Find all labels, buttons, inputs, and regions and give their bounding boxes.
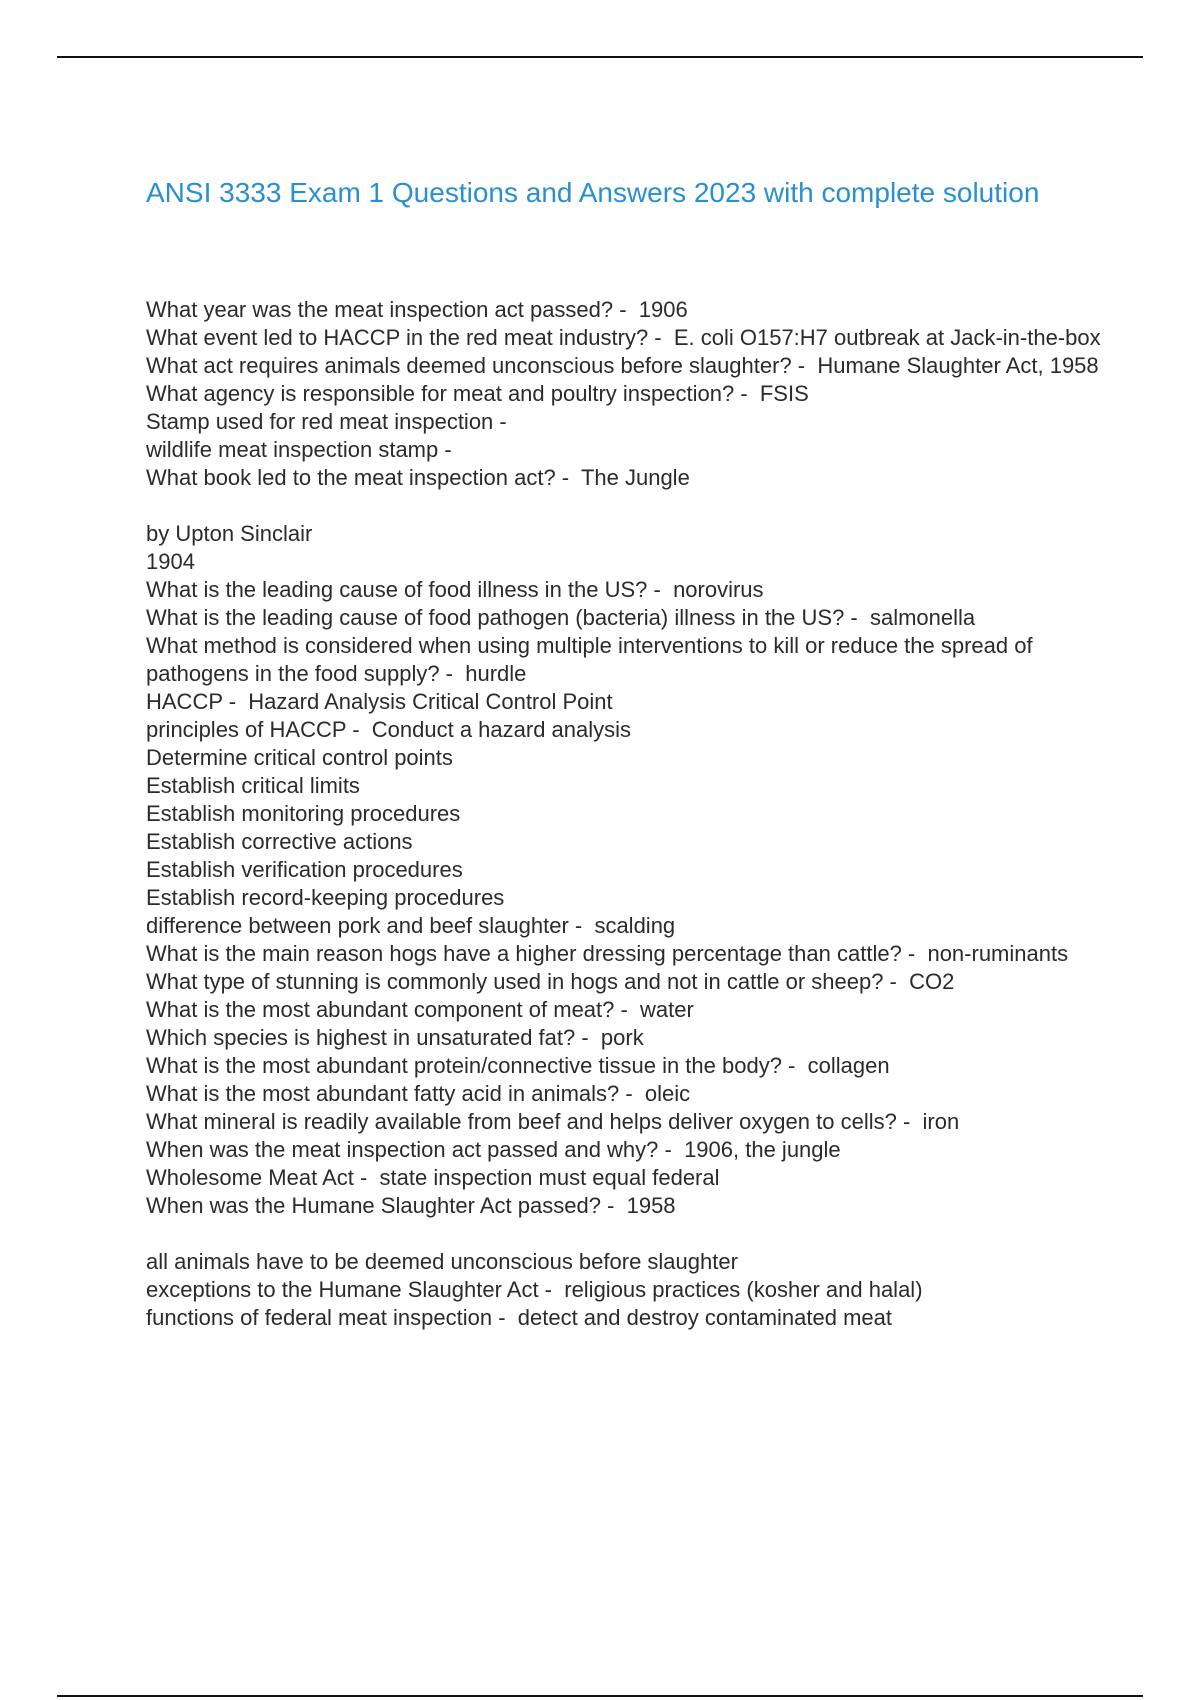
qa-line: Wholesome Meat Act - state inspection must equal federal — [146, 1165, 720, 1190]
blank-line — [146, 1220, 1106, 1248]
qa-line: Establish critical limits — [146, 773, 360, 798]
qa-line: Establish corrective actions — [146, 829, 413, 854]
qa-line: by Upton Sinclair — [146, 521, 313, 546]
qa-line: Stamp used for red meat inspection - — [146, 409, 507, 434]
qa-line: What agency is responsible for meat and poultry inspection? - FSIS — [146, 381, 809, 406]
qa-line: What is the main reason hogs have a higher dressing percentage than cattle? - non-ruminants — [146, 941, 1069, 966]
qa-line: What mineral is readily available from beef and helps deliver oxygen to cells? - iron — [146, 1109, 960, 1134]
qa-line: What type of stunning is commonly used in hogs and not in cattle or sheep? - CO2 — [146, 969, 955, 994]
qa-line: 1904 — [146, 549, 195, 574]
qa-line: What event led to HACCP in the red meat industry? - E. coli O157:H7 outbreak at Jack-in-the-box — [146, 325, 1101, 350]
qa-line: When was the Humane Slaughter Act passed? - 1958 — [146, 1193, 676, 1218]
qa-line: What is the leading cause of food illness in the US? - norovirus — [146, 577, 764, 602]
qa-line: What is the most abundant fatty acid in animals? - oleic — [146, 1081, 691, 1106]
qa-line: principles of HACCP - Conduct a hazard analysis — [146, 717, 632, 742]
qa-line: wildlife meat inspection stamp - — [146, 437, 452, 462]
qa-line: What book led to the meat inspection act? - The Jungle — [146, 465, 690, 490]
qa-line: What year was the meat inspection act passed? - 1906 — [146, 297, 688, 322]
qa-line: Determine critical control points — [146, 745, 453, 770]
blank-line — [146, 492, 1106, 520]
qa-line: What is the most abundant protein/connective tissue in the body? - collagen — [146, 1053, 890, 1078]
qa-content — [146, 296, 1106, 1332]
document-title: ANSI 3333 Exam 1 Questions and Answers 2023 with complete solution — [146, 177, 1040, 208]
qa-line: difference between pork and beef slaughter - scalding — [146, 913, 676, 938]
qa-line: What act requires animals deemed unconscious before slaughter? - Humane Slaughter Act, 1958 — [146, 353, 1099, 378]
qa-line: Establish record-keeping procedures — [146, 885, 505, 910]
qa-line: exceptions to the Humane Slaughter Act - religious practices (kosher and halal) — [146, 1277, 923, 1302]
qa-line: What is the leading cause of food pathogen (bacteria) illness in the US? - salmonella — [146, 605, 976, 630]
qa-line: functions of federal meat inspection - detect and destroy contaminated meat — [146, 1305, 892, 1330]
qa-line: Which species is highest in unsaturated fat? - pork — [146, 1025, 644, 1050]
qa-line: When was the meat inspection act passed and why? - 1906, the jungle — [146, 1137, 841, 1162]
qa-line: all animals have to be deemed unconscious before slaughter — [146, 1249, 738, 1274]
qa-line: Establish verification procedures — [146, 857, 463, 882]
qa-line: What method is considered when using multiple interventions to kill or reduce the spread of pathogens in the food supply? - hurdle — [146, 633, 1039, 686]
qa-line: HACCP - Hazard Analysis Critical Control Point — [146, 689, 613, 714]
top-rule — [57, 56, 1143, 58]
bottom-rule — [57, 1695, 1143, 1697]
qa-line: Establish monitoring procedures — [146, 801, 461, 826]
qa-line: What is the most abundant component of meat? - water — [146, 997, 694, 1022]
